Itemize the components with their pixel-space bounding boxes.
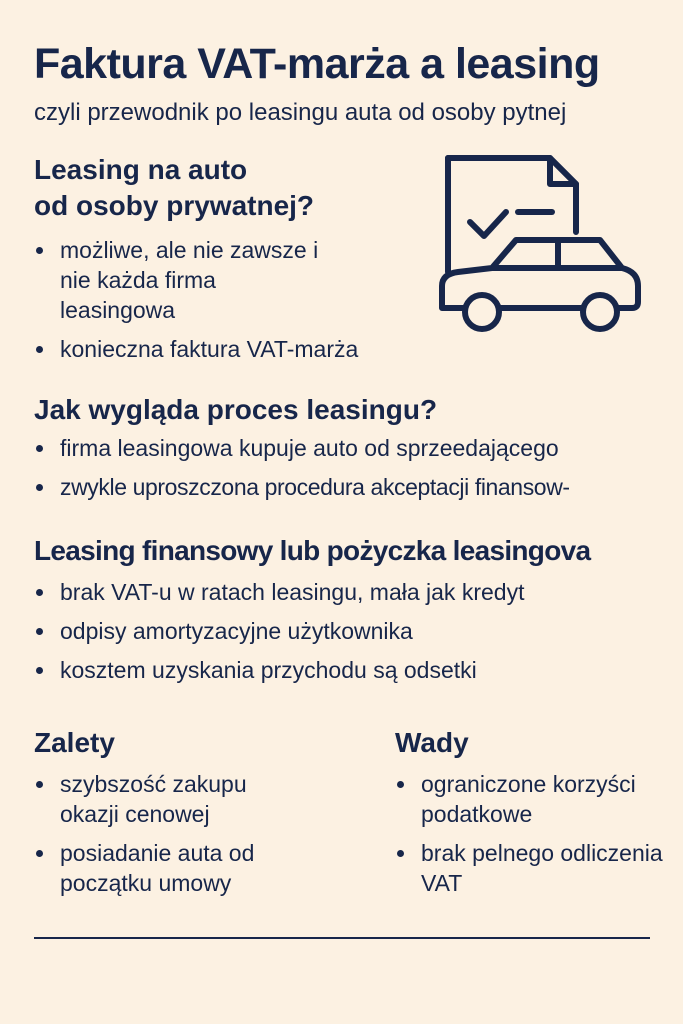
- rear-wheel: [583, 295, 617, 329]
- list-item: kosztem uzyskania przychodu są odsetki: [34, 655, 524, 685]
- section-heading-process: Jak wygląda proces leasingu?: [34, 394, 438, 425]
- page-title: Faktura VAT-marża a leasing: [34, 40, 600, 88]
- list-item: posiadanie auta od początku umowy: [34, 838, 304, 898]
- cons-bullet-list: [395, 769, 670, 907]
- types-bullet-list: [34, 577, 524, 694]
- process-bullet-list: [34, 433, 570, 511]
- list-item: możliwe, ale nie zawsze i nie każda firma leasingowa: [34, 235, 334, 325]
- checkmark: [470, 212, 506, 236]
- pros-bullet-list: [34, 769, 304, 907]
- document-car-icon: [430, 148, 646, 344]
- list-item: ograniczone korzyści podatkowe: [395, 769, 670, 829]
- footer-divider: [34, 937, 650, 939]
- private-bullet-list: [34, 235, 359, 373]
- section-heading-types: Leasing finansowy lub pożyczka leasingova: [34, 535, 591, 566]
- section-heading-pros: Zalety: [34, 727, 115, 758]
- list-item: szybszość zakupu okazji cenowej: [34, 769, 304, 829]
- list-item: zwykle uproszczona procedura akceptacji finansow-: [34, 472, 570, 502]
- document-outline: [448, 158, 576, 232]
- front-wheel: [465, 295, 499, 329]
- list-item: brak VAT-u w ratach leasingu, mała jak kredyt: [34, 577, 524, 607]
- section-heading-cons: Wady: [395, 727, 469, 758]
- page-subtitle: czyli przewodnik po leasingu auta od osoby pytnej: [34, 99, 567, 126]
- heading-line-1: Leasing na auto: [34, 154, 248, 185]
- list-item: odpisy amortyzacyjne użytkownika: [34, 616, 524, 646]
- list-item: brak pelnego odliczenia VAT: [395, 838, 670, 898]
- heading-line-2: od osoby prywatnej?: [34, 190, 315, 221]
- section-heading-private: [34, 152, 314, 224]
- list-item: konieczna faktura VAT-marża: [34, 334, 334, 364]
- list-item: firma leasingowa kupuje auto od sprzeedającego: [34, 433, 570, 463]
